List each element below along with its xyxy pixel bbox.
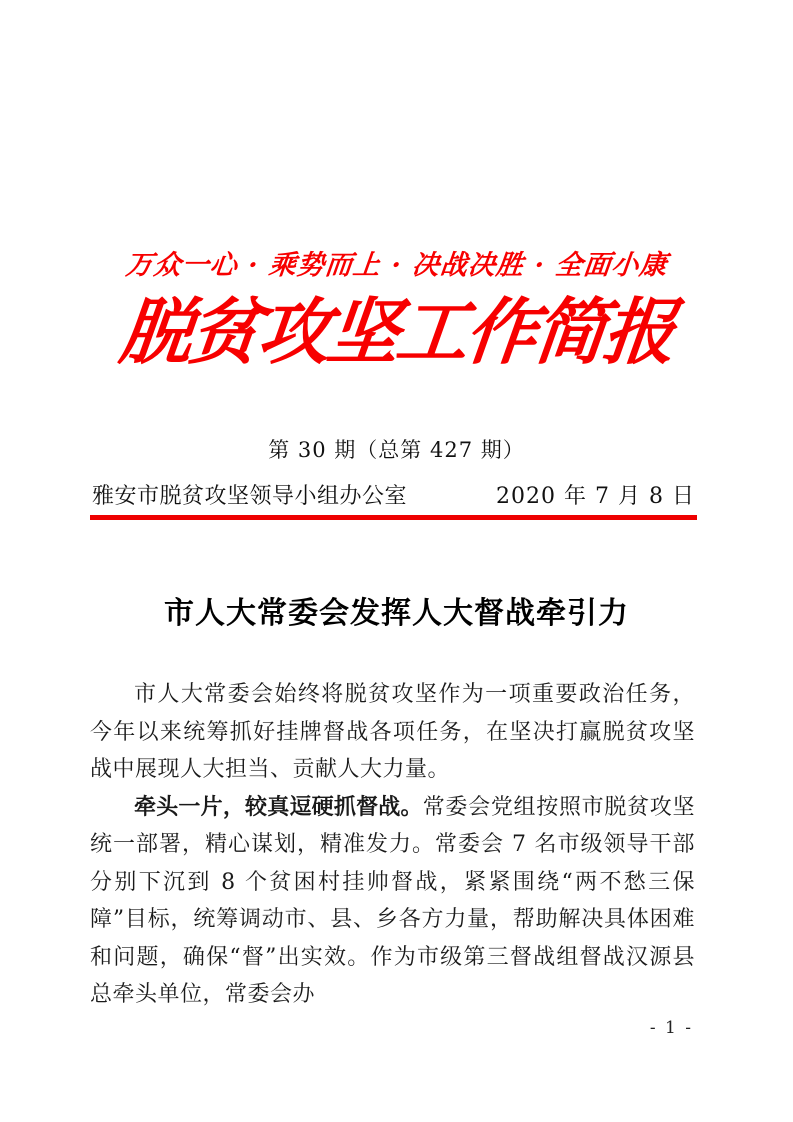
- paragraph-2-lead: 牵头一片，较真逗硬抓督战。: [134, 794, 423, 820]
- article-body: [90, 676, 695, 1014]
- paragraph-1: [90, 676, 695, 789]
- paragraph-2: [90, 789, 695, 1014]
- issue-number: 第 30 期（总第 427 期）: [268, 438, 525, 462]
- masthead-divider-rule: [90, 515, 697, 520]
- paragraph-2-text: 常委会党组按照市脱贫攻坚统一部署，精心谋划，精准发力。常委会 7 名市级领导干部分别下沉到 8 个贫困村挂帅督战，紧紧围绕“两不愁三保障”目标，统筹调动市、县、乡各方力量，帮助解决具体困难和问题，确保“督”出实效。作为市级第三督战组督战汉源县总牵头单位，常委会办: [90, 794, 695, 1007]
- publisher-row: [92, 482, 695, 512]
- page-number: - 1 -: [649, 1018, 693, 1038]
- paragraph-1-text: 市人大常委会始终将脱贫攻坚作为一项重要政治任务，今年以来统筹抓好挂牌督战各项任务，在坚决打赢脱贫攻坚战中展现人大担当、贡献人大力量。: [90, 682, 695, 782]
- article-title: 市人大常委会发挥人大督战牵引力: [164, 596, 629, 631]
- masthead-title: 脱贫攻坚工作简报: [116, 289, 678, 374]
- masthead-slogan: 万众一心 · 乘势而上 · 决战决胜 · 全面小康: [124, 250, 669, 281]
- publisher-name: 雅安市脱贫攻坚领导小组办公室: [92, 484, 408, 509]
- publish-date: 2020 年 7 月 8 日: [496, 484, 695, 509]
